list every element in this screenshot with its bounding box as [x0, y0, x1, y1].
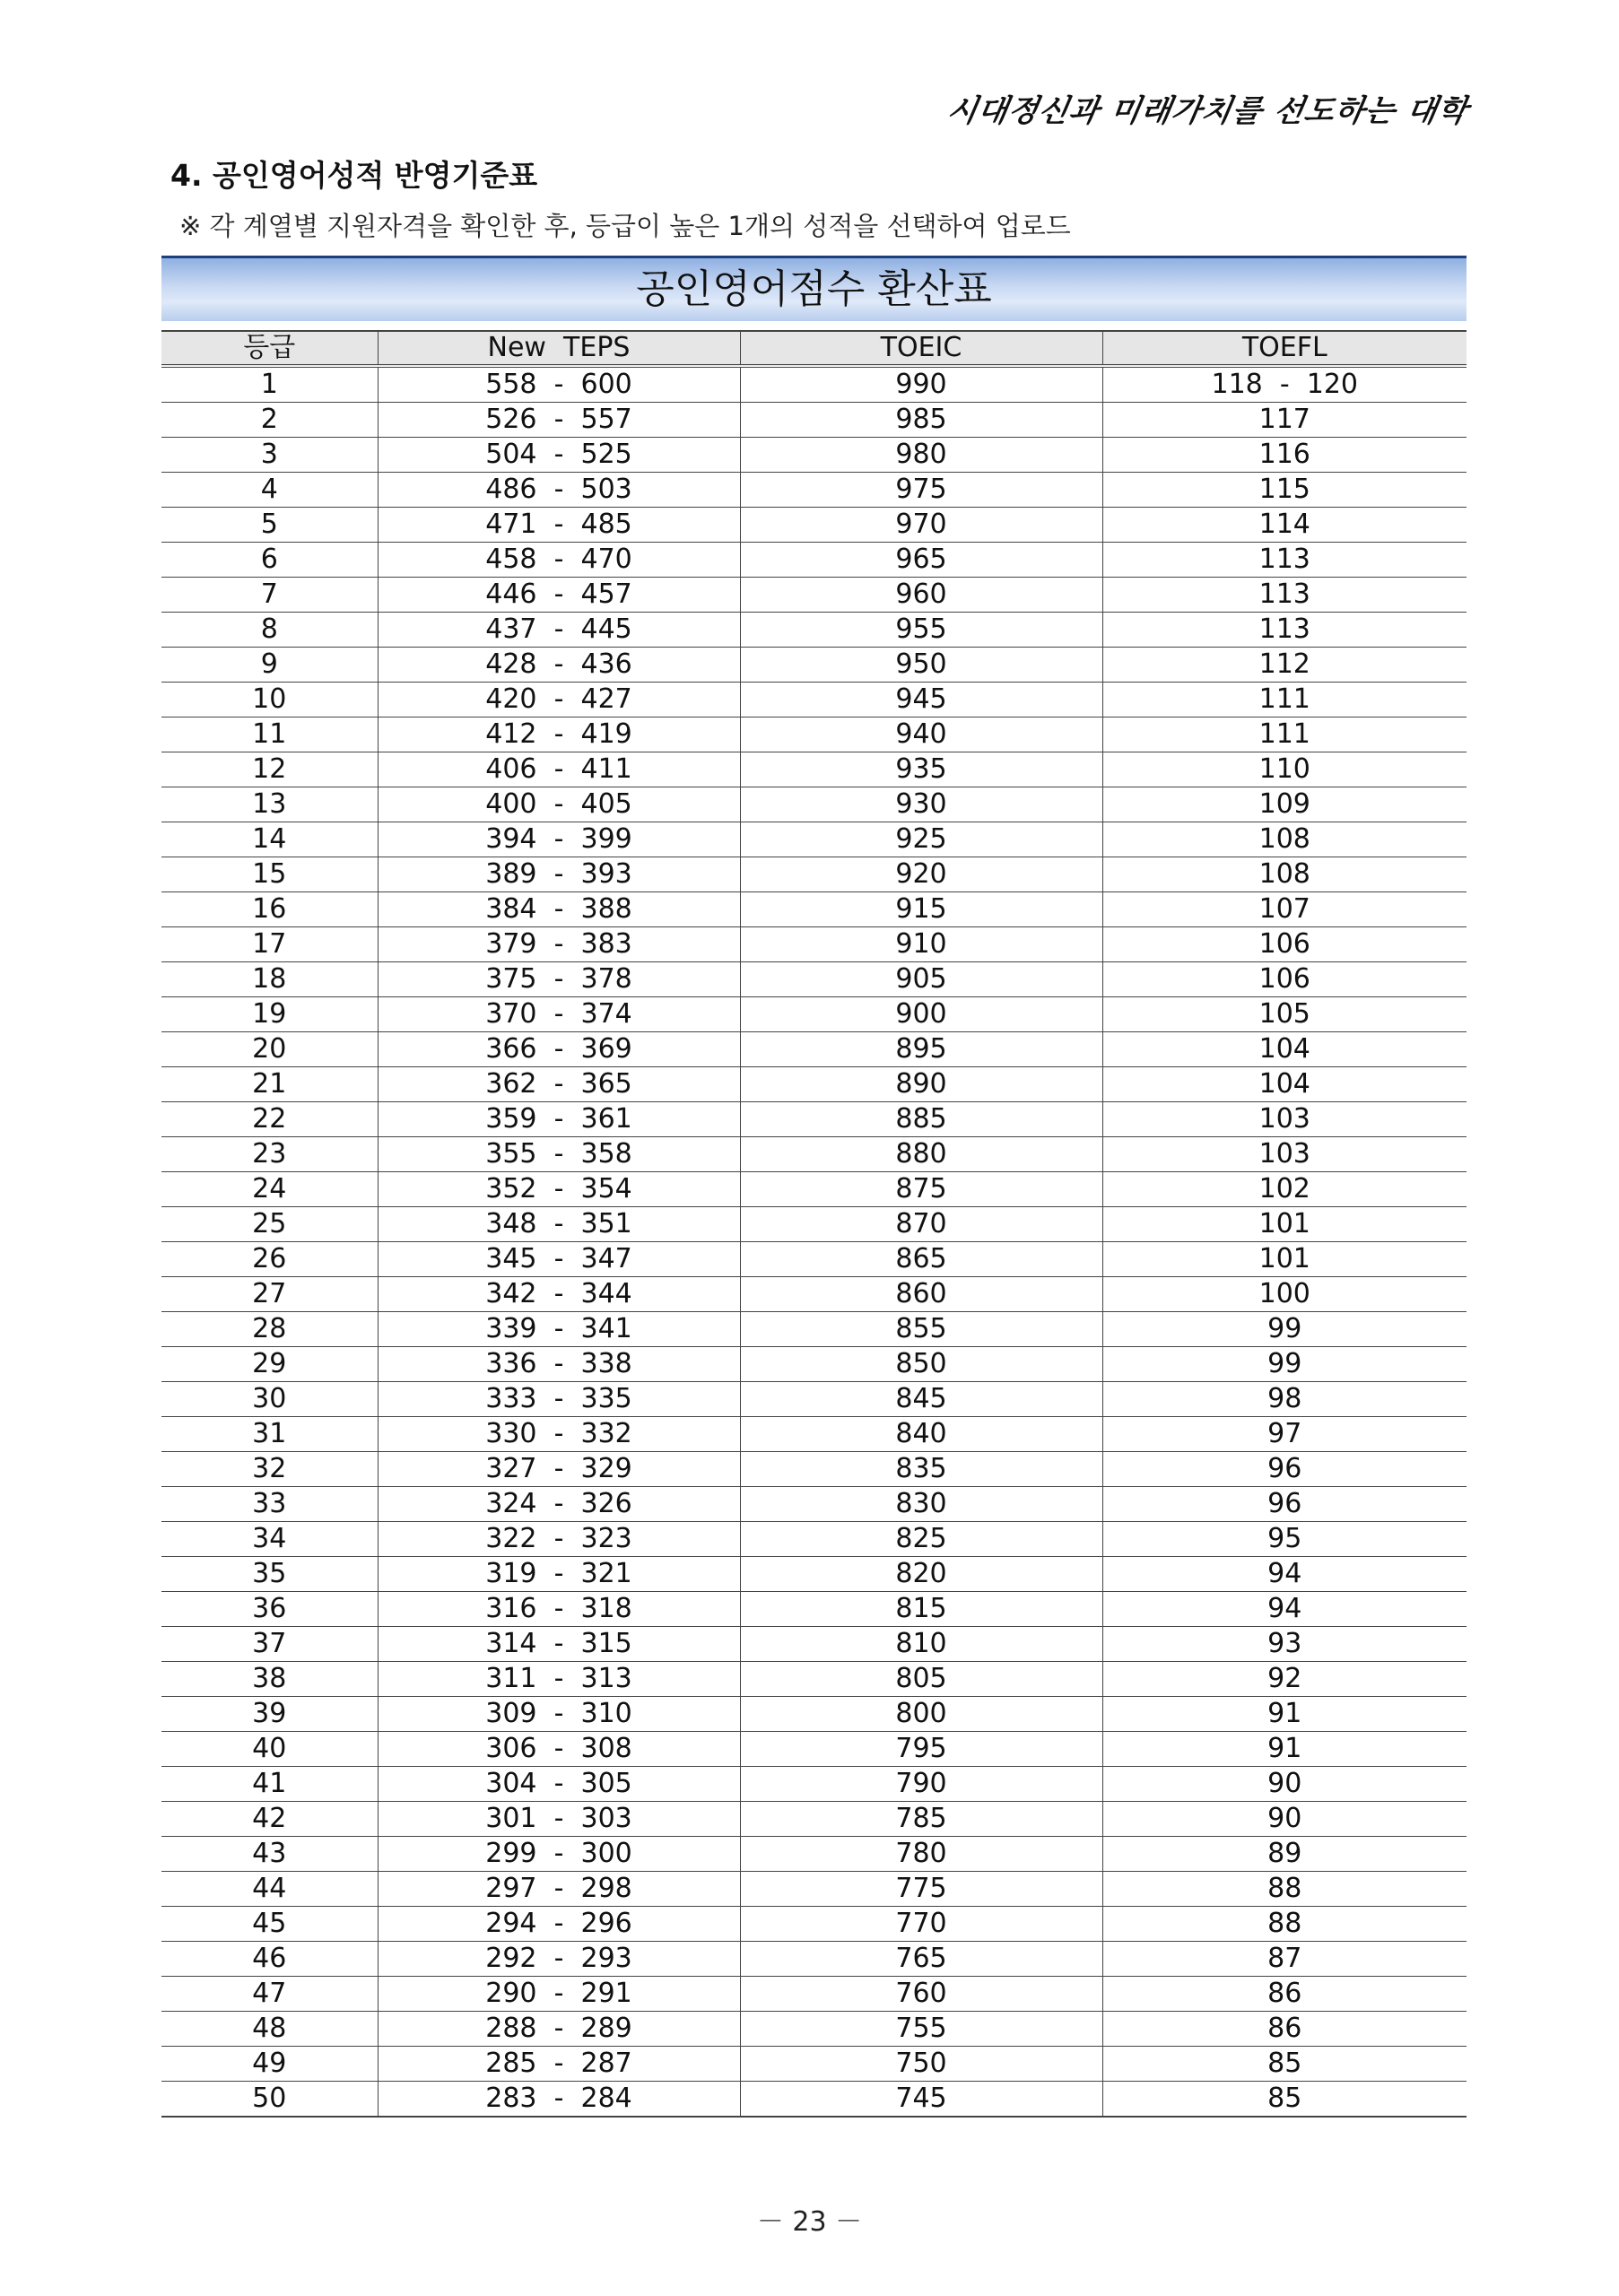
table-row — [161, 1942, 1467, 1977]
cell-toeic: 975 — [740, 473, 1102, 508]
cell-grade: 43 — [161, 1837, 378, 1872]
cell-toefl: 94 — [1102, 1557, 1467, 1592]
cell-toeic: 800 — [740, 1697, 1102, 1732]
cell-toeic: 845 — [740, 1382, 1102, 1417]
cell-grade: 2 — [161, 403, 378, 438]
cell-new-teps: 290 - 291 — [378, 1977, 740, 2012]
cell-grade: 19 — [161, 997, 378, 1032]
cell-toefl: 115 — [1102, 473, 1467, 508]
cell-grade: 36 — [161, 1592, 378, 1627]
cell-toefl: 109 — [1102, 787, 1467, 822]
cell-grade: 23 — [161, 1137, 378, 1172]
cell-toefl: 111 — [1102, 718, 1467, 752]
score-conversion-table-container — [161, 256, 1467, 2118]
cell-toeic: 760 — [740, 1977, 1102, 2012]
cell-grade: 9 — [161, 648, 378, 683]
table-row — [161, 1522, 1467, 1557]
cell-toeic: 745 — [740, 2082, 1102, 2118]
cell-toeic: 910 — [740, 927, 1102, 962]
cell-new-teps: 294 - 296 — [378, 1907, 740, 1942]
table-row — [161, 1242, 1467, 1277]
cell-toeic: 825 — [740, 1522, 1102, 1557]
cell-toefl: 99 — [1102, 1312, 1467, 1347]
cell-toeic: 790 — [740, 1767, 1102, 1802]
cell-new-teps: 437 - 445 — [378, 613, 740, 648]
cell-grade: 42 — [161, 1802, 378, 1837]
cell-toefl: 96 — [1102, 1487, 1467, 1522]
cell-grade: 40 — [161, 1732, 378, 1767]
table-row — [161, 2047, 1467, 2082]
cell-toeic: 985 — [740, 403, 1102, 438]
cell-new-teps: 299 - 300 — [378, 1837, 740, 1872]
cell-toefl: 101 — [1102, 1242, 1467, 1277]
cell-toefl: 102 — [1102, 1172, 1467, 1207]
cell-grade: 10 — [161, 683, 378, 718]
table-row — [161, 1032, 1467, 1067]
cell-grade: 50 — [161, 2082, 378, 2118]
cell-toeic: 830 — [740, 1487, 1102, 1522]
cell-toeic: 945 — [740, 683, 1102, 718]
cell-new-teps: 292 - 293 — [378, 1942, 740, 1977]
cell-toefl: 108 — [1102, 857, 1467, 892]
cell-toeic: 885 — [740, 1102, 1102, 1137]
cell-toefl: 86 — [1102, 2012, 1467, 2047]
table-row — [161, 1732, 1467, 1767]
table-row — [161, 1977, 1467, 2012]
cell-toeic: 955 — [740, 613, 1102, 648]
cell-toefl: 116 — [1102, 438, 1467, 473]
cell-new-teps: 316 - 318 — [378, 1592, 740, 1627]
cell-grade: 18 — [161, 962, 378, 997]
cell-grade: 5 — [161, 508, 378, 543]
table-header-row — [161, 331, 1467, 366]
cell-grade: 16 — [161, 892, 378, 927]
cell-new-teps: 288 - 289 — [378, 2012, 740, 2047]
table-row — [161, 366, 1467, 403]
cell-new-teps: 504 - 525 — [378, 438, 740, 473]
cell-new-teps: 304 - 305 — [378, 1767, 740, 1802]
cell-toefl: 85 — [1102, 2082, 1467, 2118]
table-row — [161, 613, 1467, 648]
cell-grade: 39 — [161, 1697, 378, 1732]
table-row — [161, 648, 1467, 683]
cell-toefl: 117 — [1102, 403, 1467, 438]
cell-grade: 48 — [161, 2012, 378, 2047]
cell-toeic: 795 — [740, 1732, 1102, 1767]
cell-toeic: 925 — [740, 822, 1102, 857]
cell-new-teps: 486 - 503 — [378, 473, 740, 508]
cell-toefl: 105 — [1102, 997, 1467, 1032]
cell-new-teps: 384 - 388 — [378, 892, 740, 927]
header-toefl: TOEFL — [1102, 331, 1467, 366]
cell-new-teps: 362 - 365 — [378, 1067, 740, 1102]
cell-grade: 6 — [161, 543, 378, 578]
table-row — [161, 578, 1467, 613]
cell-toeic: 775 — [740, 1872, 1102, 1907]
cell-toeic: 900 — [740, 997, 1102, 1032]
cell-grade: 33 — [161, 1487, 378, 1522]
cell-toeic: 950 — [740, 648, 1102, 683]
cell-new-teps: 526 - 557 — [378, 403, 740, 438]
cell-toefl: 112 — [1102, 648, 1467, 683]
cell-toefl: 91 — [1102, 1697, 1467, 1732]
table-row — [161, 1907, 1467, 1942]
cell-toefl: 97 — [1102, 1417, 1467, 1452]
header-grade: 등급 — [161, 331, 378, 366]
cell-grade: 37 — [161, 1627, 378, 1662]
table-row — [161, 543, 1467, 578]
cell-new-teps: 400 - 405 — [378, 787, 740, 822]
cell-toefl: 104 — [1102, 1032, 1467, 1067]
table-title: 공인영어점수 환산표 — [161, 256, 1467, 321]
cell-new-teps: 359 - 361 — [378, 1102, 740, 1137]
table-row — [161, 962, 1467, 997]
cell-new-teps: 319 - 321 — [378, 1557, 740, 1592]
table-row — [161, 1312, 1467, 1347]
cell-toefl: 96 — [1102, 1452, 1467, 1487]
header-new-teps: New TEPS — [378, 331, 740, 366]
cell-grade: 27 — [161, 1277, 378, 1312]
cell-toefl: 99 — [1102, 1347, 1467, 1382]
cell-toefl: 107 — [1102, 892, 1467, 927]
cell-toeic: 920 — [740, 857, 1102, 892]
table-row — [161, 1802, 1467, 1837]
cell-toeic: 840 — [740, 1417, 1102, 1452]
cell-grade: 11 — [161, 718, 378, 752]
cell-toefl: 103 — [1102, 1102, 1467, 1137]
cell-toeic: 960 — [740, 578, 1102, 613]
cell-toeic: 780 — [740, 1837, 1102, 1872]
cell-grade: 4 — [161, 473, 378, 508]
cell-grade: 7 — [161, 578, 378, 613]
cell-toeic: 990 — [740, 366, 1102, 403]
table-row — [161, 1627, 1467, 1662]
table-row — [161, 892, 1467, 927]
cell-grade: 8 — [161, 613, 378, 648]
cell-toeic: 915 — [740, 892, 1102, 927]
cell-toeic: 785 — [740, 1802, 1102, 1837]
cell-grade: 35 — [161, 1557, 378, 1592]
cell-new-teps: 301 - 303 — [378, 1802, 740, 1837]
cell-grade: 14 — [161, 822, 378, 857]
cell-grade: 3 — [161, 438, 378, 473]
table-row — [161, 1277, 1467, 1312]
cell-new-teps: 324 - 326 — [378, 1487, 740, 1522]
cell-grade: 34 — [161, 1522, 378, 1557]
table-row — [161, 1557, 1467, 1592]
table-row — [161, 2012, 1467, 2047]
table-row — [161, 1102, 1467, 1137]
cell-new-teps: 458 - 470 — [378, 543, 740, 578]
cell-new-teps: 285 - 287 — [378, 2047, 740, 2082]
table-row — [161, 718, 1467, 752]
cell-toefl: 85 — [1102, 2047, 1467, 2082]
cell-toefl: 100 — [1102, 1277, 1467, 1312]
cell-toeic: 770 — [740, 1907, 1102, 1942]
cell-toeic: 905 — [740, 962, 1102, 997]
cell-toefl: 90 — [1102, 1802, 1467, 1837]
cell-grade: 22 — [161, 1102, 378, 1137]
table-row — [161, 997, 1467, 1032]
cell-new-teps: 412 - 419 — [378, 718, 740, 752]
cell-toeic: 865 — [740, 1242, 1102, 1277]
cell-toefl: 98 — [1102, 1382, 1467, 1417]
cell-new-teps: 366 - 369 — [378, 1032, 740, 1067]
cell-grade: 28 — [161, 1312, 378, 1347]
cell-toefl: 93 — [1102, 1627, 1467, 1662]
cell-new-teps: 345 - 347 — [378, 1242, 740, 1277]
cell-toefl: 95 — [1102, 1522, 1467, 1557]
cell-new-teps: 355 - 358 — [378, 1137, 740, 1172]
cell-toefl: 111 — [1102, 683, 1467, 718]
cell-new-teps: 297 - 298 — [378, 1872, 740, 1907]
cell-toeic: 810 — [740, 1627, 1102, 1662]
section-note: ※ 각 계열별 지원자격을 확인한 후, 등급이 높은 1개의 성적을 선택하여 업로드 — [179, 211, 1071, 241]
cell-new-teps: 336 - 338 — [378, 1347, 740, 1382]
cell-toefl: 113 — [1102, 578, 1467, 613]
cell-toeic: 875 — [740, 1172, 1102, 1207]
cell-new-teps: 428 - 436 — [378, 648, 740, 683]
table-row — [161, 473, 1467, 508]
cell-toefl: 101 — [1102, 1207, 1467, 1242]
table-row — [161, 1137, 1467, 1172]
cell-grade: 21 — [161, 1067, 378, 1102]
cell-toeic: 765 — [740, 1942, 1102, 1977]
table-row — [161, 927, 1467, 962]
cell-new-teps: 327 - 329 — [378, 1452, 740, 1487]
cell-toefl: 89 — [1102, 1837, 1467, 1872]
cell-grade: 29 — [161, 1347, 378, 1382]
cell-toefl: 92 — [1102, 1662, 1467, 1697]
cell-toeic: 970 — [740, 508, 1102, 543]
cell-new-teps: 314 - 315 — [378, 1627, 740, 1662]
page-number: － 23 － — [756, 2206, 863, 2238]
cell-toefl: 88 — [1102, 1872, 1467, 1907]
cell-new-teps: 471 - 485 — [378, 508, 740, 543]
cell-toeic: 940 — [740, 718, 1102, 752]
cell-new-teps: 333 - 335 — [378, 1382, 740, 1417]
table-row — [161, 1382, 1467, 1417]
table-row — [161, 1067, 1467, 1102]
cell-grade: 24 — [161, 1172, 378, 1207]
table-row — [161, 683, 1467, 718]
cell-grade: 44 — [161, 1872, 378, 1907]
cell-new-teps: 283 - 284 — [378, 2082, 740, 2118]
cell-new-teps: 446 - 457 — [378, 578, 740, 613]
cell-new-teps: 389 - 393 — [378, 857, 740, 892]
cell-grade: 17 — [161, 927, 378, 962]
cell-toeic: 935 — [740, 752, 1102, 787]
table-row — [161, 1417, 1467, 1452]
cell-new-teps: 370 - 374 — [378, 997, 740, 1032]
cell-toefl: 118 - 120 — [1102, 366, 1467, 403]
cell-grade: 45 — [161, 1907, 378, 1942]
cell-grade: 26 — [161, 1242, 378, 1277]
cell-toefl: 90 — [1102, 1767, 1467, 1802]
cell-toeic: 850 — [740, 1347, 1102, 1382]
cell-grade: 41 — [161, 1767, 378, 1802]
cell-toeic: 855 — [740, 1312, 1102, 1347]
cell-toeic: 880 — [740, 1137, 1102, 1172]
table-row — [161, 1207, 1467, 1242]
cell-new-teps: 379 - 383 — [378, 927, 740, 962]
cell-toefl: 106 — [1102, 927, 1467, 962]
cell-grade: 13 — [161, 787, 378, 822]
cell-toeic: 895 — [740, 1032, 1102, 1067]
cell-new-teps: 352 - 354 — [378, 1172, 740, 1207]
cell-new-teps: 406 - 411 — [378, 752, 740, 787]
cell-grade: 38 — [161, 1662, 378, 1697]
cell-grade: 31 — [161, 1417, 378, 1452]
table-row — [161, 1837, 1467, 1872]
table-row — [161, 1872, 1467, 1907]
cell-new-teps: 342 - 344 — [378, 1277, 740, 1312]
cell-toeic: 750 — [740, 2047, 1102, 2082]
cell-toefl: 113 — [1102, 613, 1467, 648]
cell-new-teps: 375 - 378 — [378, 962, 740, 997]
table-row — [161, 438, 1467, 473]
cell-grade: 46 — [161, 1942, 378, 1977]
cell-toeic: 755 — [740, 2012, 1102, 2047]
table-row — [161, 403, 1467, 438]
table-body — [161, 366, 1467, 2117]
cell-toefl: 106 — [1102, 962, 1467, 997]
cell-toefl: 94 — [1102, 1592, 1467, 1627]
table-row — [161, 1767, 1467, 1802]
table-row — [161, 787, 1467, 822]
table-row — [161, 1697, 1467, 1732]
score-conversion-table — [161, 330, 1467, 2118]
cell-toefl: 110 — [1102, 752, 1467, 787]
table-row — [161, 2082, 1467, 2118]
title-spacer — [161, 321, 1467, 330]
cell-new-teps: 311 - 313 — [378, 1662, 740, 1697]
cell-toefl: 87 — [1102, 1942, 1467, 1977]
table-row — [161, 1172, 1467, 1207]
cell-new-teps: 420 - 427 — [378, 683, 740, 718]
cell-grade: 20 — [161, 1032, 378, 1067]
header-toeic: TOEIC — [740, 331, 1102, 366]
table-row — [161, 822, 1467, 857]
table-row — [161, 857, 1467, 892]
cell-toeic: 980 — [740, 438, 1102, 473]
table-row — [161, 1662, 1467, 1697]
cell-new-teps: 330 - 332 — [378, 1417, 740, 1452]
cell-toeic: 965 — [740, 543, 1102, 578]
table-row — [161, 752, 1467, 787]
cell-grade: 30 — [161, 1382, 378, 1417]
cell-toefl: 113 — [1102, 543, 1467, 578]
cell-grade: 15 — [161, 857, 378, 892]
cell-toeic: 835 — [740, 1452, 1102, 1487]
cell-grade: 12 — [161, 752, 378, 787]
cell-toefl: 108 — [1102, 822, 1467, 857]
table-row — [161, 1487, 1467, 1522]
cell-grade: 47 — [161, 1977, 378, 2012]
cell-toefl: 86 — [1102, 1977, 1467, 2012]
cell-new-teps: 558 - 600 — [378, 366, 740, 403]
table-row — [161, 508, 1467, 543]
cell-grade: 32 — [161, 1452, 378, 1487]
cell-new-teps: 339 - 341 — [378, 1312, 740, 1347]
cell-toeic: 820 — [740, 1557, 1102, 1592]
header-slogan: 시대정신과 미래가치를 선도하는 대학 — [944, 93, 1471, 129]
cell-toeic: 870 — [740, 1207, 1102, 1242]
cell-toeic: 930 — [740, 787, 1102, 822]
table-row — [161, 1347, 1467, 1382]
cell-grade: 49 — [161, 2047, 378, 2082]
table-row — [161, 1452, 1467, 1487]
cell-grade: 1 — [161, 366, 378, 403]
table-row — [161, 1592, 1467, 1627]
cell-new-teps: 348 - 351 — [378, 1207, 740, 1242]
cell-toefl: 91 — [1102, 1732, 1467, 1767]
cell-toefl: 88 — [1102, 1907, 1467, 1942]
cell-new-teps: 322 - 323 — [378, 1522, 740, 1557]
section-heading: 4. 공인영어성적 반영기준표 — [170, 158, 538, 193]
cell-new-teps: 309 - 310 — [378, 1697, 740, 1732]
cell-toeic: 805 — [740, 1662, 1102, 1697]
cell-toeic: 815 — [740, 1592, 1102, 1627]
cell-toeic: 860 — [740, 1277, 1102, 1312]
cell-new-teps: 394 - 399 — [378, 822, 740, 857]
cell-toefl: 114 — [1102, 508, 1467, 543]
cell-new-teps: 306 - 308 — [378, 1732, 740, 1767]
cell-toefl: 104 — [1102, 1067, 1467, 1102]
cell-grade: 25 — [161, 1207, 378, 1242]
cell-toefl: 103 — [1102, 1137, 1467, 1172]
cell-toeic: 890 — [740, 1067, 1102, 1102]
